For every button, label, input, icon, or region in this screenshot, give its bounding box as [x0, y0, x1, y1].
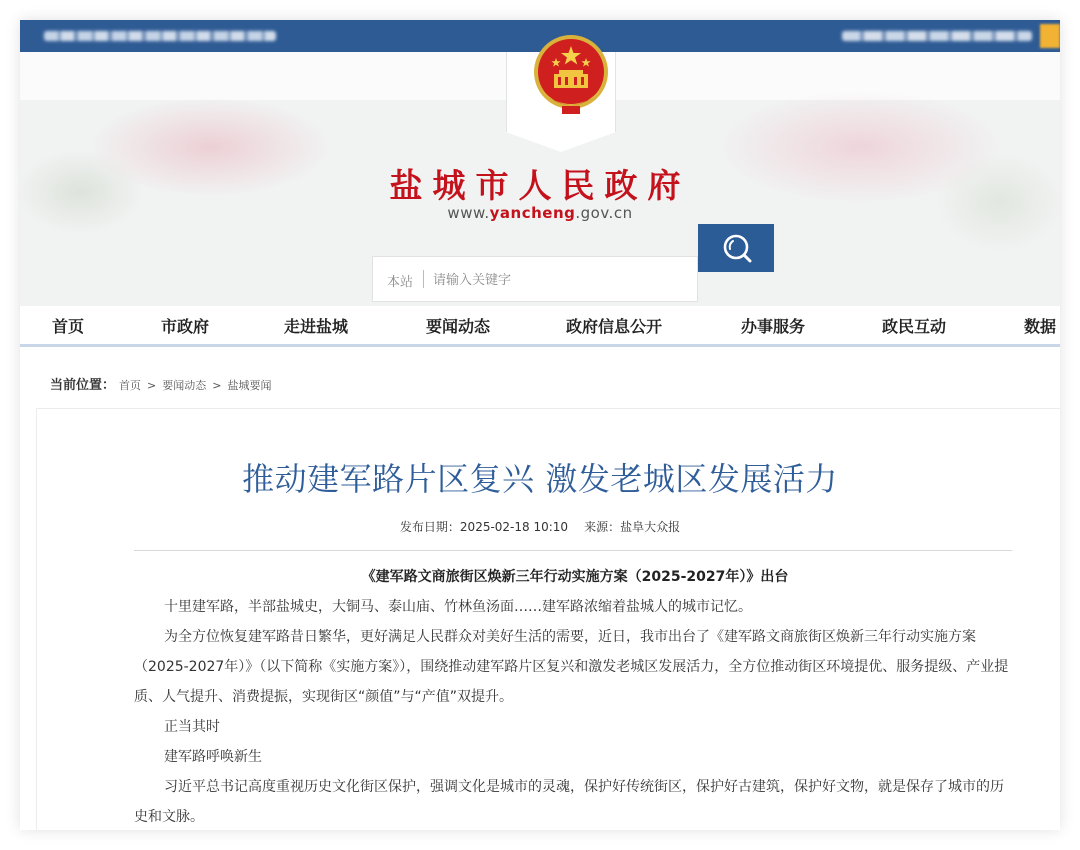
top-bar-left-links[interactable]: [44, 31, 276, 41]
breadcrumb-news[interactable]: 要闻动态: [162, 379, 207, 392]
article-title: 推动建军路片区复兴 激发老城区发展活力: [242, 460, 838, 498]
breadcrumb: [50, 374, 275, 393]
article-paragraph: 十里建军路，半部盐城史，大铜马、泰山庙、竹林鱼汤面……建军路浓缩着盐城人的城市记忆。: [164, 599, 752, 615]
nav-item-services[interactable]: 办事服务: [741, 317, 806, 336]
breadcrumb-yancheng-news[interactable]: 盐城要闻: [227, 379, 272, 392]
breadcrumb-separator: >: [147, 379, 157, 392]
publish-date: 发布日期：2025-02-18 10:10: [399, 520, 569, 534]
nav-item-city-government[interactable]: 市政府: [161, 317, 210, 336]
browser-page: [20, 20, 1060, 830]
site-url-highlight: yancheng: [489, 204, 576, 222]
breadcrumb-label: 当前位置：: [50, 378, 116, 393]
search-scope[interactable]: 本站: [387, 275, 414, 290]
article-subtitle: 《建军路文商旅街区焕新三年行动实施方案（2025-2027年）》出台: [361, 569, 789, 585]
article-source: 来源：盐阜大众报: [584, 520, 681, 534]
article-meta: [20, 518, 1060, 535]
nav-item-news[interactable]: 要闻动态: [426, 317, 491, 336]
site-url: [20, 204, 1060, 222]
nav-item-interaction[interactable]: 政民互动: [882, 317, 947, 336]
search-button[interactable]: [698, 224, 774, 272]
site-url-suffix: .gov.cn: [575, 204, 633, 222]
main-nav: [20, 306, 1060, 347]
article-paragraph: 正当其时: [164, 719, 220, 735]
title-divider: [134, 550, 1012, 551]
article-paragraph: 建军路呼唤新生: [164, 749, 262, 765]
top-bar-badge[interactable]: [1040, 24, 1060, 48]
breadcrumb-separator: >: [212, 379, 222, 392]
search-input[interactable]: [431, 267, 685, 293]
nav-item-info-disclosure[interactable]: 政府信息公开: [566, 317, 663, 336]
article-paragraph: 为全方位恢复建军路昔日繁华，更好满足人民群众对美好生活的需要，近日，我市出台了《建军路文商旅街区焕新三年行动实施方案（2025-2027年）》（以下简称《实施方案》），围绕推动建军路片区复兴和激发老城区发展活力，全方位推动街区环境提优、服务提级、产业提质、人气提升、消费提振，实现街区“颜值”与“产值”双提升。: [134, 629, 1009, 705]
search-divider: [423, 270, 424, 288]
search-box: [372, 256, 698, 302]
site-title: 盐城市人民政府: [389, 166, 691, 205]
article-paragraph: 习近平总书记高度重视历史文化街区保护，强调文化是城市的灵魂，保护好传统街区，保护好古建筑，保护好文物，就是保存了城市的历史和文脉。: [134, 779, 1004, 825]
search-icon: [720, 232, 754, 264]
top-bar-right-links[interactable]: [842, 31, 1032, 41]
breadcrumb-home[interactable]: 首页: [119, 379, 142, 392]
site-url-prefix: www.: [447, 204, 490, 222]
national-emblem-icon: [532, 30, 610, 120]
nav-item-data[interactable]: 数据: [1024, 317, 1057, 336]
nav-item-about-yancheng[interactable]: 走进盐城: [284, 317, 349, 336]
site-header: [20, 52, 1060, 316]
nav-item-home[interactable]: 首页: [52, 317, 85, 336]
